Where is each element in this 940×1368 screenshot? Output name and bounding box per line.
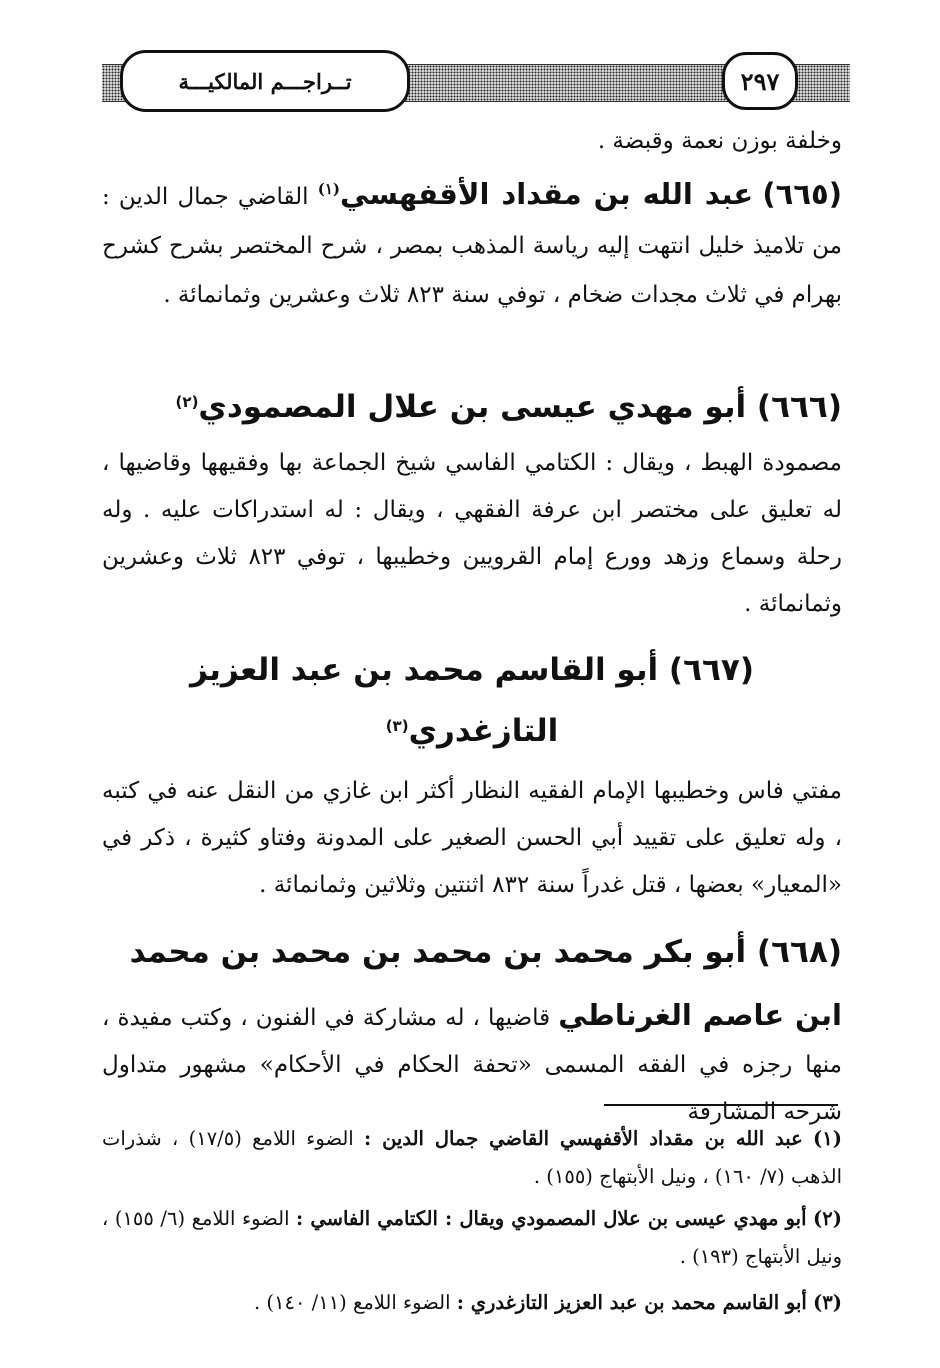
- entry-666-body-text: مصمودة الهبط ، ويقال : الكتامي الفاسي شيخ الجماعة بها وفقيهها وقاضيها ، له تعليق على مختصر ابن عرفة الفقهي ، ويقال : له استدراكات عليه . وله رحلة وسماع وزهد وورع إمام القرويين وخطيبها ، توفي ٨٢٣ ثلاث وعشرين وثمانمائة .: [102, 450, 842, 617]
- entry-668-number: (٦٦٨): [756, 934, 842, 970]
- entry-665: [102, 165, 842, 320]
- entry-666-heading: [102, 374, 842, 435]
- footnote-1-name: عبد الله بن مقداد الأقفهسي القاضي جمال الدين :: [364, 1127, 803, 1150]
- footnote-3-number: (٣): [813, 1291, 842, 1314]
- book-title: تــراجـــم المالكيـــة: [178, 68, 352, 94]
- footnote-2: [102, 1200, 842, 1276]
- entry-667-heading-line1: [102, 642, 842, 698]
- entry-665-footnote-ref: (١): [317, 180, 341, 198]
- footnote-2-text: الضوء اللامع (٦/ ١٥٥) ، ونيل الأبتهاج (١٩٣) .: [102, 1207, 842, 1268]
- footnote-1-text: الضوء اللامع (١٧/٥) ، شذرات الذهب (٧/ ١٦٠) ، ونيل الأبتهاج (١٥٥) .: [102, 1127, 842, 1188]
- entry-666-body: [102, 440, 842, 628]
- entry-668-body-text: قاضيها ، له مشاركة في الفنون ، وكتب مفيدة ، منها رجزه في الفقه المسمى «تحفة الحكام في الأحكام» مشهور متداول شرحه المشارقة: [102, 1005, 843, 1125]
- entry-667-number: (٦٦٧): [668, 652, 755, 688]
- running-header: [102, 46, 850, 118]
- page-number-badge: [722, 52, 798, 110]
- book-title-badge: [120, 50, 410, 112]
- footnote-2-number: (٢): [813, 1207, 842, 1230]
- entry-667-body-text: مفتي فاس وخطيبها الإمام الفقيه النظار أكثر ابن غازي من النقل عنه في كتبه ، وله تعليق على تقييد أبي الحسن الصغير على المدونة وفتاو كثيرة ، ذكر في «المعيار» بعضها ، قتل غدراً سنة ٨٣٢ اثنتين وثلاثين وثمانمائة .: [102, 778, 842, 898]
- entry-667-body: [102, 768, 842, 909]
- entry-665-number: (٦٦٥): [762, 177, 842, 211]
- footnote-3-text: الضوء اللامع (١١/ ١٤٠) .: [254, 1291, 451, 1314]
- entry-667-name-line2: التازغدري: [408, 713, 559, 749]
- entry-667-name-line1: أبو القاسم محمد بن عبد العزيز: [189, 652, 659, 688]
- entry-668-heading: [102, 924, 842, 980]
- footnote-1-number: (١): [813, 1127, 842, 1150]
- entry-667-heading-line2: [102, 698, 842, 759]
- entry-668-name-line2: ابن عاصم الغرناطي: [558, 998, 842, 1032]
- continuation-paragraph: [102, 118, 842, 165]
- entry-666-footnote-ref: (٢): [175, 393, 199, 411]
- footnote-3-name: أبو القاسم محمد بن عبد العزيز التازغدري :: [456, 1291, 807, 1314]
- entry-666-name: أبو مهدي عيسى بن علال المصمودي: [198, 389, 747, 425]
- entry-667-footnote-ref: (٣): [385, 717, 409, 735]
- footnote-3: [102, 1284, 842, 1322]
- entry-668-body: [102, 992, 842, 1136]
- entry-668-name-line1: أبو بكر محمد بن محمد بن محمد بن محمد: [129, 934, 747, 970]
- entry-665-name: عبد الله بن مقداد الأقفهسي: [340, 177, 754, 211]
- footnote-separator: [604, 1104, 838, 1106]
- continuation-text: وخلفة بوزن نعمة وقبضة .: [597, 128, 842, 154]
- entry-665-title-tail: القاضي جمال: [177, 184, 309, 210]
- footnote-1: [102, 1120, 842, 1196]
- footnote-2-name: أبو مهدي عيسى بن علال المصمودي ويقال : الكتامي الفاسي :: [296, 1207, 807, 1230]
- entry-665-body: الدين : من تلاميذ خليل انتهت إليه رياسة المذهب بمصر ، شرح المختصر بشرح كشرح بهرام في ثلاث مجدات ضخام ، توفي سنة ٨٢٣ ثلاث وعشرين وثمانمائة .: [102, 184, 842, 308]
- page-number: ٢٩٧: [740, 66, 780, 96]
- entry-666-number: (٦٦٦): [756, 389, 842, 425]
